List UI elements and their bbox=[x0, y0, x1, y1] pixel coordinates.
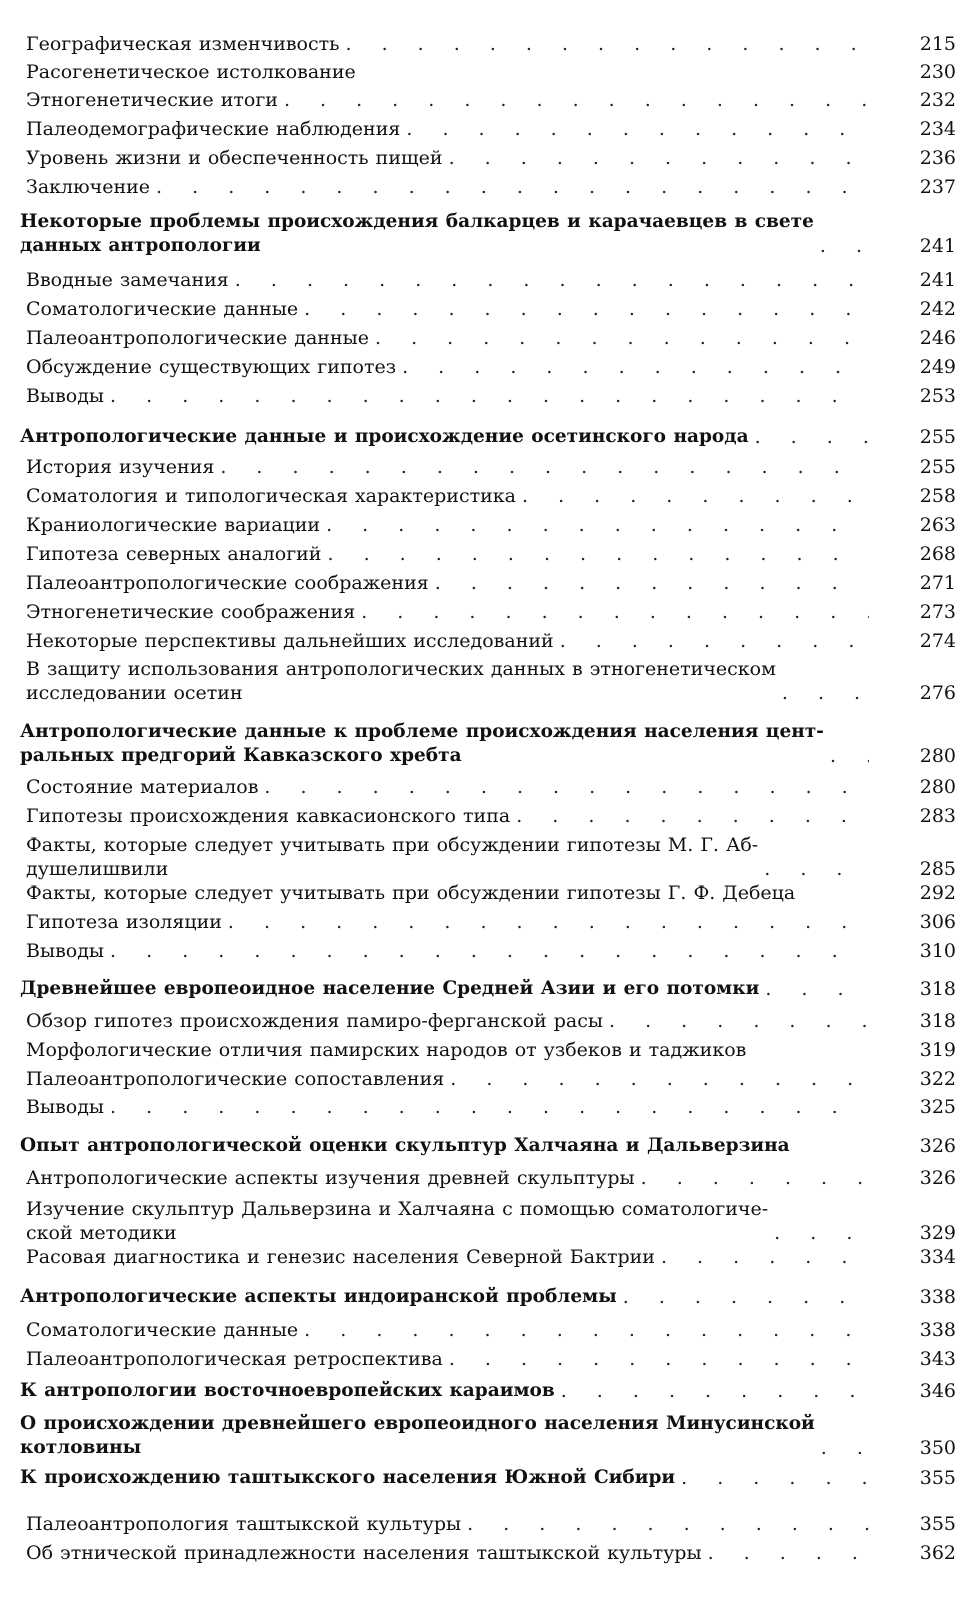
toc-entry-title-wrap bbox=[20, 1466, 869, 1490]
toc-entry-page-number: 310 bbox=[919, 940, 956, 962]
toc-entry-page-number: 274 bbox=[919, 630, 956, 652]
toc-entry-page-number: 236 bbox=[919, 147, 956, 169]
toc-entry-title-wrap bbox=[20, 977, 869, 1001]
toc-entry bbox=[0, 1379, 964, 1403]
dot-leader bbox=[681, 1466, 869, 1490]
toc-entry-title-wrap bbox=[26, 1512, 869, 1536]
dot-leader bbox=[821, 1436, 869, 1460]
toc-entry-page-number: 326 bbox=[919, 1167, 956, 1189]
toc-entry-title: Состояние материалов bbox=[26, 776, 259, 798]
toc-entry-title: К происхождению таштыкского населения Южной Сибири bbox=[20, 1467, 676, 1488]
toc-entry bbox=[0, 88, 964, 112]
toc-entry-title-wrap bbox=[26, 268, 869, 292]
toc-entry-page-number: 343 bbox=[919, 1348, 956, 1370]
toc-entry-title: Этногенетические итоги bbox=[26, 89, 278, 111]
toc-entry-title-wrap bbox=[26, 513, 869, 537]
toc-entry-title-wrap bbox=[26, 775, 869, 799]
toc-entry-title-wrap bbox=[26, 1095, 869, 1119]
toc-entry bbox=[0, 1285, 964, 1309]
toc-entry bbox=[0, 833, 964, 881]
toc-entry-title: Уровень жизни и обеспеченность пищей bbox=[26, 147, 443, 169]
dot-leader bbox=[264, 775, 869, 799]
dot-leader bbox=[110, 384, 869, 408]
toc-entry-title: Заключение bbox=[26, 176, 151, 198]
toc-entry-title: Вводные замечания bbox=[26, 269, 229, 291]
toc-entry bbox=[0, 384, 964, 408]
dot-leader bbox=[623, 1285, 869, 1309]
dot-leader bbox=[450, 1067, 869, 1091]
toc-entry-title-wrap bbox=[26, 1347, 869, 1371]
toc-entry-title: Морфологические отличия памирских народов от узбеков и таджиков bbox=[26, 1039, 747, 1061]
dot-leader bbox=[406, 117, 869, 141]
toc-entry-title-wrap bbox=[26, 297, 869, 321]
toc-entry-page-number: 230 bbox=[919, 61, 956, 83]
toc-entry-title: Некоторые перспективы дальнейших исследований bbox=[26, 630, 554, 652]
toc-entry-title: Палеодемографические наблюдения bbox=[26, 118, 401, 140]
toc-entry-title: Антропологические данные и происхождение осетинского народа bbox=[20, 426, 749, 447]
toc-entry-title-wrap bbox=[26, 384, 869, 408]
toc-entry bbox=[0, 1038, 964, 1062]
toc-entry-title-wrap bbox=[26, 175, 869, 199]
toc-entry bbox=[0, 1095, 964, 1119]
toc-entry-page-number: 280 bbox=[919, 776, 956, 798]
dot-leader bbox=[327, 542, 869, 566]
dot-leader bbox=[764, 857, 869, 881]
dot-leader bbox=[304, 297, 869, 321]
toc-entry bbox=[0, 1245, 964, 1269]
toc-entry bbox=[0, 60, 964, 84]
toc-entry-title: Расогенетическое истолкование bbox=[26, 61, 356, 83]
dot-leader bbox=[435, 571, 869, 595]
toc-entry-title: Выводы bbox=[26, 1096, 105, 1118]
toc-entry bbox=[0, 326, 964, 350]
toc-entry-title-wrap bbox=[26, 32, 869, 56]
toc-entry-page-number: 246 bbox=[919, 327, 956, 349]
toc-entry-title: Обзор гипотез происхождения памиро-ферганской расы bbox=[26, 1010, 603, 1032]
toc-entry-title: Палеоантропология таштыкской культуры bbox=[26, 1513, 462, 1535]
toc-entry-title: Краниологические вариации bbox=[26, 514, 321, 536]
toc-entry-page-number: 362 bbox=[919, 1542, 956, 1564]
toc-entry bbox=[0, 1009, 964, 1033]
toc-entry-page-number: 318 bbox=[919, 978, 956, 1000]
toc-entry-title-wrap bbox=[26, 657, 869, 705]
toc-entry-title-wrap bbox=[26, 484, 869, 508]
toc-entry-page-number: 306 bbox=[919, 911, 956, 933]
toc-entry-page-number: 273 bbox=[919, 601, 956, 623]
toc-entry-page-number: 346 bbox=[919, 1380, 956, 1402]
toc-entry bbox=[0, 657, 964, 705]
dot-leader bbox=[774, 1221, 869, 1245]
toc-entry bbox=[0, 513, 964, 537]
dot-leader bbox=[304, 1318, 869, 1342]
dot-leader bbox=[449, 146, 869, 170]
toc-entry bbox=[0, 175, 964, 199]
toc-entry-page-number: 338 bbox=[919, 1319, 956, 1341]
toc-entry-title-wrap bbox=[26, 88, 869, 112]
dot-leader bbox=[156, 175, 869, 199]
toc-entry-page-number: 285 bbox=[919, 858, 956, 880]
toc-entry bbox=[0, 455, 964, 479]
toc-entry-title: Этногенетические соображения bbox=[26, 601, 356, 623]
dot-leader bbox=[228, 910, 869, 934]
toc-entry-title: Выводы bbox=[26, 940, 105, 962]
toc-entry-page-number: 329 bbox=[919, 1222, 956, 1244]
toc-entry bbox=[0, 355, 964, 379]
toc-entry-title-wrap bbox=[26, 804, 869, 828]
toc-entry-page-number: 271 bbox=[919, 572, 956, 594]
dot-leader bbox=[522, 484, 869, 508]
toc-entry bbox=[0, 629, 964, 653]
toc-entry-page-number: 234 bbox=[919, 118, 956, 140]
toc-entry bbox=[0, 571, 964, 595]
toc-entry bbox=[0, 484, 964, 508]
dot-leader bbox=[326, 513, 869, 537]
toc-entry-title-wrap bbox=[20, 1285, 869, 1309]
toc-entry-title: Гипотезы происхождения кавкасионского типа bbox=[26, 805, 511, 827]
toc-entry-page-number: 237 bbox=[919, 176, 956, 198]
toc-entry-title-wrap bbox=[26, 1038, 869, 1062]
toc-entry-page-number: 263 bbox=[919, 514, 956, 536]
toc-entry-page-number: 318 bbox=[919, 1010, 956, 1032]
toc-entry bbox=[0, 425, 964, 449]
toc-entry-page-number: 292 bbox=[919, 882, 956, 904]
dot-leader bbox=[782, 681, 869, 705]
toc-entry-title: В защиту использования антропологических данных в этногенетическом исследовании осетин bbox=[26, 658, 776, 704]
toc-entry bbox=[0, 210, 964, 258]
toc-entry-page-number: 253 bbox=[919, 385, 956, 407]
toc-entry-title-wrap bbox=[26, 571, 869, 595]
toc-entry-title-wrap bbox=[26, 1166, 869, 1190]
toc-entry-page-number: 232 bbox=[919, 89, 956, 111]
toc-entry-page-number: 326 bbox=[919, 1135, 956, 1157]
toc-entry-title-wrap bbox=[26, 326, 869, 350]
toc-entry-title: Изучение скульптур Дальверзина и Халчаяна с помощью соматологиче- ской методики bbox=[26, 1198, 769, 1244]
toc-entry-page-number: 355 bbox=[919, 1467, 956, 1489]
toc-entry-title: Гипотеза северных аналогий bbox=[26, 543, 322, 565]
toc-entry-page-number: 241 bbox=[919, 235, 956, 257]
dot-leader bbox=[561, 1379, 869, 1403]
toc-entry-page-number: 325 bbox=[919, 1096, 956, 1118]
toc-entry-title: Соматологические данные bbox=[26, 1319, 299, 1341]
toc-entry bbox=[0, 268, 964, 292]
toc-entry bbox=[0, 1541, 964, 1565]
toc-entry-title-wrap bbox=[26, 1197, 869, 1245]
toc-entry-page-number: 319 bbox=[919, 1039, 956, 1061]
dot-leader bbox=[609, 1009, 869, 1033]
dot-leader bbox=[516, 804, 869, 828]
toc-entry-title: К антропологии восточноевропейских караимов bbox=[20, 1380, 555, 1401]
dot-leader bbox=[820, 234, 869, 258]
dot-leader bbox=[467, 1512, 869, 1536]
toc-entry-page-number: 249 bbox=[919, 356, 956, 378]
toc-entry-title: Палеоантропологическая ретроспектива bbox=[26, 1348, 443, 1370]
toc-entry-title-wrap bbox=[20, 210, 869, 258]
toc-entry-title-wrap bbox=[26, 1009, 869, 1033]
toc-entry-title: Факты, которые следует учитывать при обсуждении гипотезы М. Г. Аб- душелишвили bbox=[26, 834, 759, 880]
toc-entry-title: О происхождении древнейшего европеоидного населения Минусинской котловины bbox=[20, 1413, 815, 1458]
dot-leader bbox=[346, 32, 870, 56]
toc-entry-title: Соматологические данные bbox=[26, 298, 299, 320]
toc-entry bbox=[0, 775, 964, 799]
toc-entry-title-wrap bbox=[20, 1412, 869, 1460]
toc-entry-title: История изучения bbox=[26, 456, 215, 478]
toc-entry-page-number: 255 bbox=[919, 426, 956, 448]
toc-entry-title-wrap bbox=[26, 542, 869, 566]
toc-entry-title-wrap bbox=[26, 1541, 869, 1565]
toc-entry bbox=[0, 881, 964, 905]
toc-entry-title: Расовая диагностика и генезис населения Северной Бактрии bbox=[26, 1246, 655, 1268]
toc-entry bbox=[0, 146, 964, 170]
toc-entry bbox=[0, 1512, 964, 1536]
toc-entry-title: Некоторые проблемы происхождения балкарцев и карачаевцев в свете данных антропологии bbox=[20, 211, 814, 256]
toc-entry-title: Гипотеза изоляции bbox=[26, 911, 222, 933]
toc-entry-title-wrap bbox=[26, 60, 869, 84]
toc-entry bbox=[0, 542, 964, 566]
toc-entry bbox=[0, 117, 964, 141]
dot-leader bbox=[375, 326, 869, 350]
toc-entry-title-wrap bbox=[26, 146, 869, 170]
toc-entry-title: Палеоантропологические соображения bbox=[26, 572, 429, 594]
toc-entry bbox=[0, 1134, 964, 1158]
toc-entry bbox=[0, 1067, 964, 1091]
toc-entry-title: Антропологические аспекты индоиранской проблемы bbox=[20, 1286, 617, 1307]
toc-entry-title-wrap bbox=[26, 910, 869, 934]
dot-leader bbox=[402, 355, 869, 379]
toc-entry bbox=[0, 1466, 964, 1490]
toc-entry-title-wrap bbox=[26, 1318, 869, 1342]
toc-entry-title-wrap bbox=[26, 629, 869, 653]
toc-entry-title-wrap bbox=[26, 939, 869, 963]
dot-leader bbox=[110, 1095, 869, 1119]
toc-entry bbox=[0, 939, 964, 963]
toc-entry-title-wrap bbox=[26, 833, 869, 881]
toc-entry-title-wrap bbox=[20, 425, 869, 449]
toc-entry-title-wrap bbox=[26, 1067, 869, 1091]
toc-entry-title: Географическая изменчивость bbox=[26, 33, 340, 55]
toc-entry bbox=[0, 977, 964, 1001]
toc-entry-title-wrap bbox=[26, 600, 869, 624]
toc-entry-title: Факты, которые следует учитывать при обсуждении гипотезы Г. Ф. Дебеца bbox=[26, 882, 796, 904]
toc-entry-title: Антропологические аспекты изучения древней скульптуры bbox=[26, 1167, 635, 1189]
toc-entry-title-wrap bbox=[26, 1245, 869, 1269]
dot-leader bbox=[235, 268, 869, 292]
toc-entry-title-wrap bbox=[20, 720, 869, 768]
toc-entry-page-number: 334 bbox=[919, 1246, 956, 1268]
toc-entry-page-number: 276 bbox=[919, 682, 956, 704]
dot-leader bbox=[661, 1245, 869, 1269]
toc-entry-title: Об этнической принадлежности населения таштыкской культуры bbox=[26, 1542, 702, 1564]
toc-entry-page-number: 338 bbox=[919, 1286, 956, 1308]
dot-leader bbox=[708, 1541, 869, 1565]
toc-entry bbox=[0, 720, 964, 768]
toc-entry-page-number: 355 bbox=[919, 1513, 956, 1535]
toc-entry-title: Палеоантропологические данные bbox=[26, 327, 369, 349]
toc-entry-title-wrap bbox=[26, 355, 869, 379]
toc-entry-page-number: 268 bbox=[919, 543, 956, 565]
toc-entry-title-wrap bbox=[26, 455, 869, 479]
dot-leader bbox=[830, 744, 869, 768]
toc-entry-title: Древнейшее европеоидное население Средней Азии и его потомки bbox=[20, 978, 760, 999]
dot-leader bbox=[220, 455, 869, 479]
toc-entry-title: Палеоантропологические сопоставления bbox=[26, 1068, 445, 1090]
dot-leader bbox=[110, 939, 869, 963]
toc-entry bbox=[0, 600, 964, 624]
toc-entry-page-number: 322 bbox=[919, 1068, 956, 1090]
toc-entry-title-wrap bbox=[20, 1379, 869, 1403]
toc-entry-title: Опыт антропологической оценки скульптур Халчаяна и Дальверзина bbox=[20, 1135, 790, 1156]
dot-leader bbox=[284, 88, 869, 112]
dot-leader bbox=[641, 1166, 869, 1190]
toc-entry-title-wrap bbox=[26, 881, 869, 905]
toc-entry bbox=[0, 32, 964, 56]
toc-entry-title-wrap bbox=[20, 1134, 869, 1158]
toc-entry bbox=[0, 1166, 964, 1190]
dot-leader bbox=[755, 425, 869, 449]
toc-entry bbox=[0, 1412, 964, 1460]
toc-entry-page-number: 258 bbox=[919, 485, 956, 507]
toc-entry bbox=[0, 297, 964, 321]
toc-entry-page-number: 242 bbox=[919, 298, 956, 320]
toc-entry-title-wrap bbox=[26, 117, 869, 141]
toc-entry-title: Антропологические данные к проблеме происхождения населения цент- ральных предгорий Кавказского хребта bbox=[20, 721, 824, 766]
toc-entry bbox=[0, 910, 964, 934]
dot-leader bbox=[560, 629, 869, 653]
dot-leader bbox=[765, 977, 869, 1001]
toc-entry bbox=[0, 1347, 964, 1371]
toc-entry-page-number: 255 bbox=[919, 456, 956, 478]
toc-entry-page-number: 350 bbox=[919, 1437, 956, 1459]
dot-leader bbox=[449, 1347, 869, 1371]
toc-entry-page-number: 283 bbox=[919, 805, 956, 827]
toc-entry-title: Выводы bbox=[26, 385, 105, 407]
toc-entry-page-number: 215 bbox=[919, 33, 956, 55]
toc-entry bbox=[0, 1197, 964, 1245]
toc-entry-page-number: 280 bbox=[919, 745, 956, 767]
dot-leader bbox=[361, 600, 869, 624]
toc-entry bbox=[0, 804, 964, 828]
toc-entry-page-number: 241 bbox=[919, 269, 956, 291]
toc-entry-title: Обсуждение существующих гипотез bbox=[26, 356, 397, 378]
toc-entry bbox=[0, 1318, 964, 1342]
toc-entry-title: Соматология и типологическая характеристика bbox=[26, 485, 516, 507]
